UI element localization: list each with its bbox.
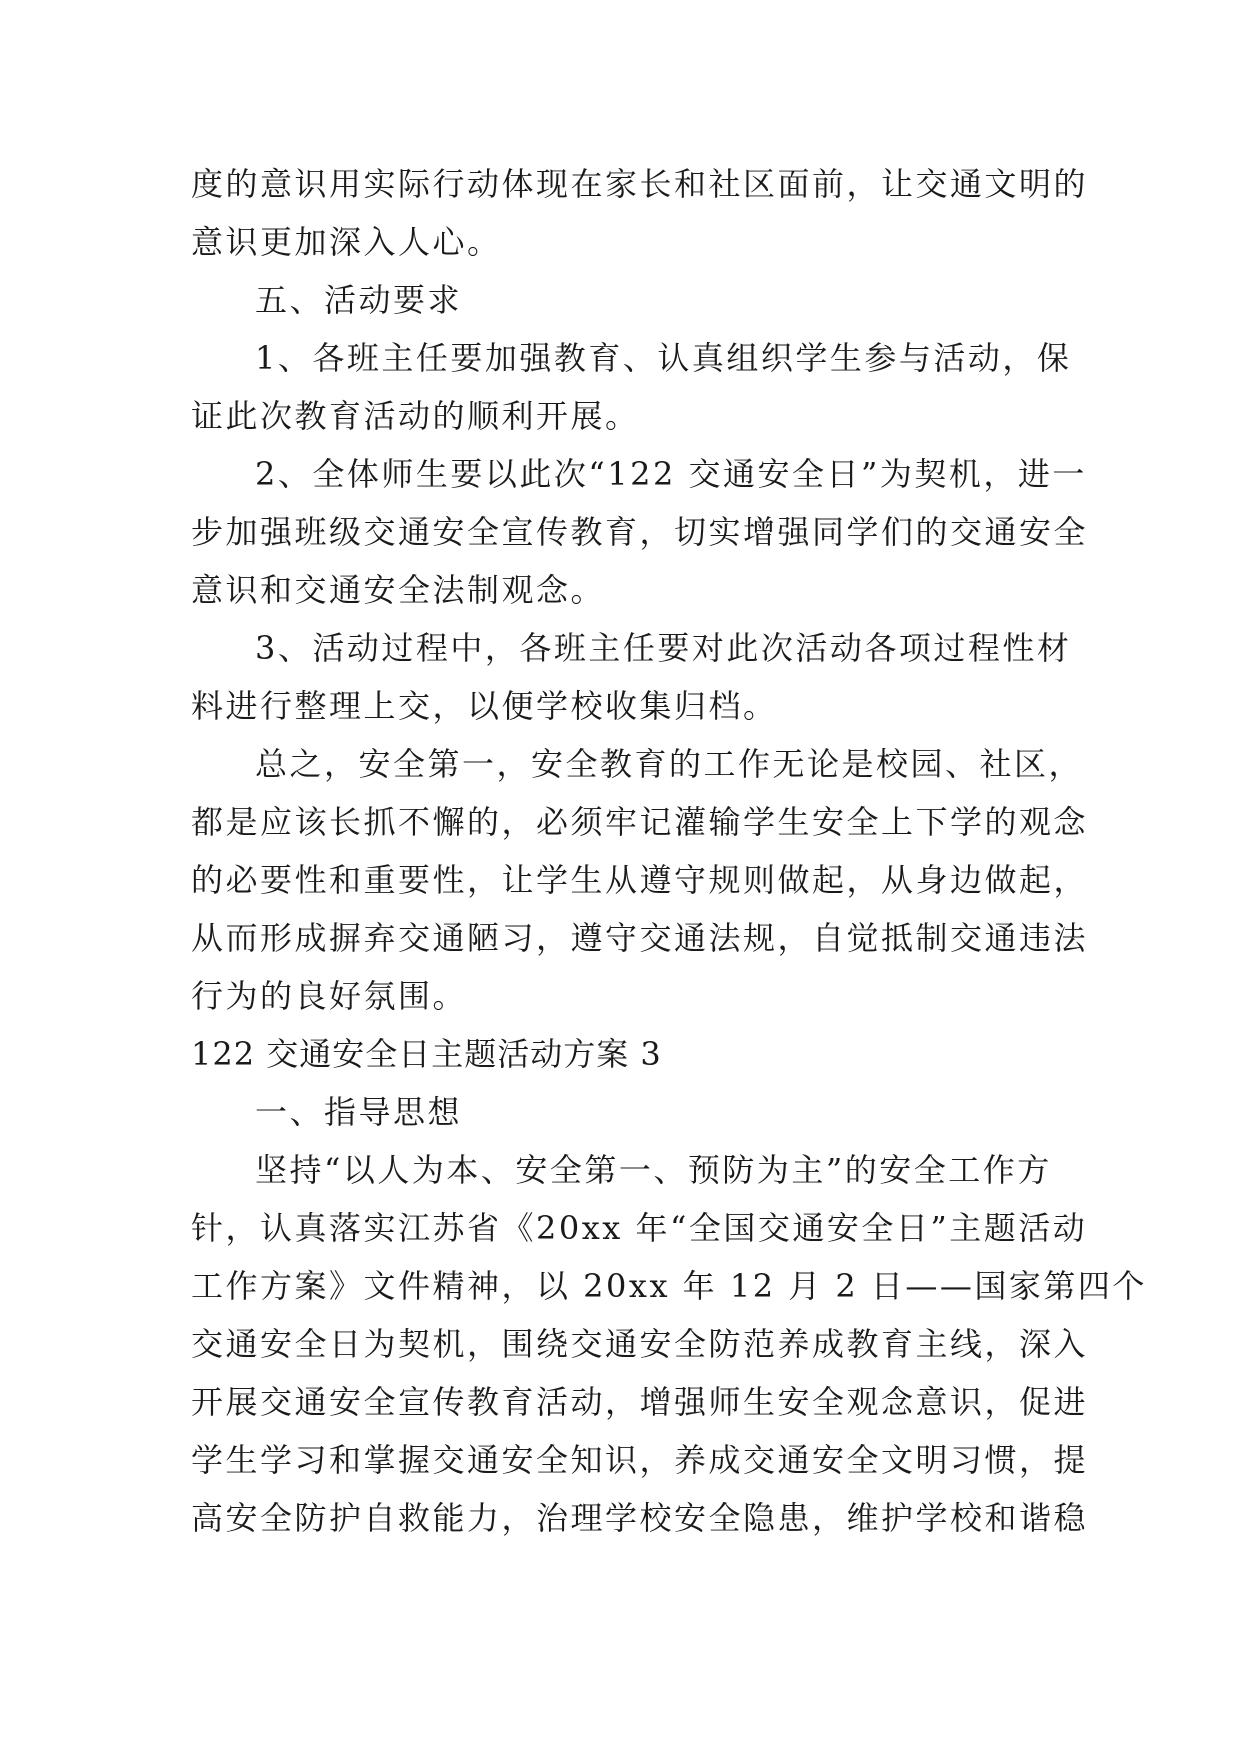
text-line: 证此次教育活动的顺利开展。 <box>191 397 640 435</box>
text-line: 学生学习和掌握交通安全知识，养成交通安全文明习惯，提 <box>191 1441 1089 1479</box>
text-line: 针，认真落实江苏省《20xx 年“全国交通安全日”主题活动 <box>191 1209 1088 1247</box>
text-line: 1、各班主任要加强教育、认真组织学生参与活动，保 <box>255 339 1072 377</box>
text-line: 都是应该长抓不懈的，必须牢记灌输学生安全上下学的观念 <box>191 803 1089 841</box>
text-line: 开展交通安全宣传教育活动，增强师生安全观念意识，促进 <box>191 1383 1089 1421</box>
text-line: 料进行整理上交，以便学校收集归档。 <box>191 687 778 725</box>
section-heading: 五、活动要求 <box>255 281 463 319</box>
section-heading: 一、指导思想 <box>255 1093 463 1131</box>
text-line: 步加强班级交通安全宣传教育，切实增强同学们的交通安全 <box>191 513 1089 551</box>
text-line: 工作方案》文件精神，以 20xx 年 12 月 2 日——国家第四个 <box>191 1267 1147 1305</box>
text-line: 3、活动过程中，各班主任要对此次活动各项过程性材 <box>255 629 1072 667</box>
text-line: 从而形成摒弃交通陋习，遵守交通法规，自觉抵制交通违法 <box>191 919 1089 957</box>
text-line: 意识和交通安全法制观念。 <box>191 571 606 609</box>
text-line: 高安全防护自救能力，治理学校安全隐患，维护学校和谐稳 <box>191 1499 1089 1537</box>
text-line: 意识更加深入人心。 <box>191 223 502 261</box>
text-line: 2、全体师生要以此次“122 交通安全日”为契机，进一 <box>255 455 1087 493</box>
text-line: 行为的良好氛围。 <box>191 977 468 1015</box>
text-line: 总之，安全第一，安全教育的工作无论是校园、社区， <box>255 745 1084 783</box>
text-line: 坚持“以人为本、安全第一、预防为主”的安全工作方 <box>255 1151 1052 1189</box>
text-line: 交通安全日为契机，围绕交通安全防范养成教育主线，深入 <box>191 1325 1089 1363</box>
text-line: 度的意识用实际行动体现在家长和社区面前，让交通文明的 <box>191 165 1089 203</box>
plan-title: 122 交通安全日主题活动方案 3 <box>191 1035 662 1073</box>
text-line: 的必要性和重要性，让学生从遵守规则做起，从身边做起， <box>191 861 1089 899</box>
document-body <box>191 155 1147 1547</box>
